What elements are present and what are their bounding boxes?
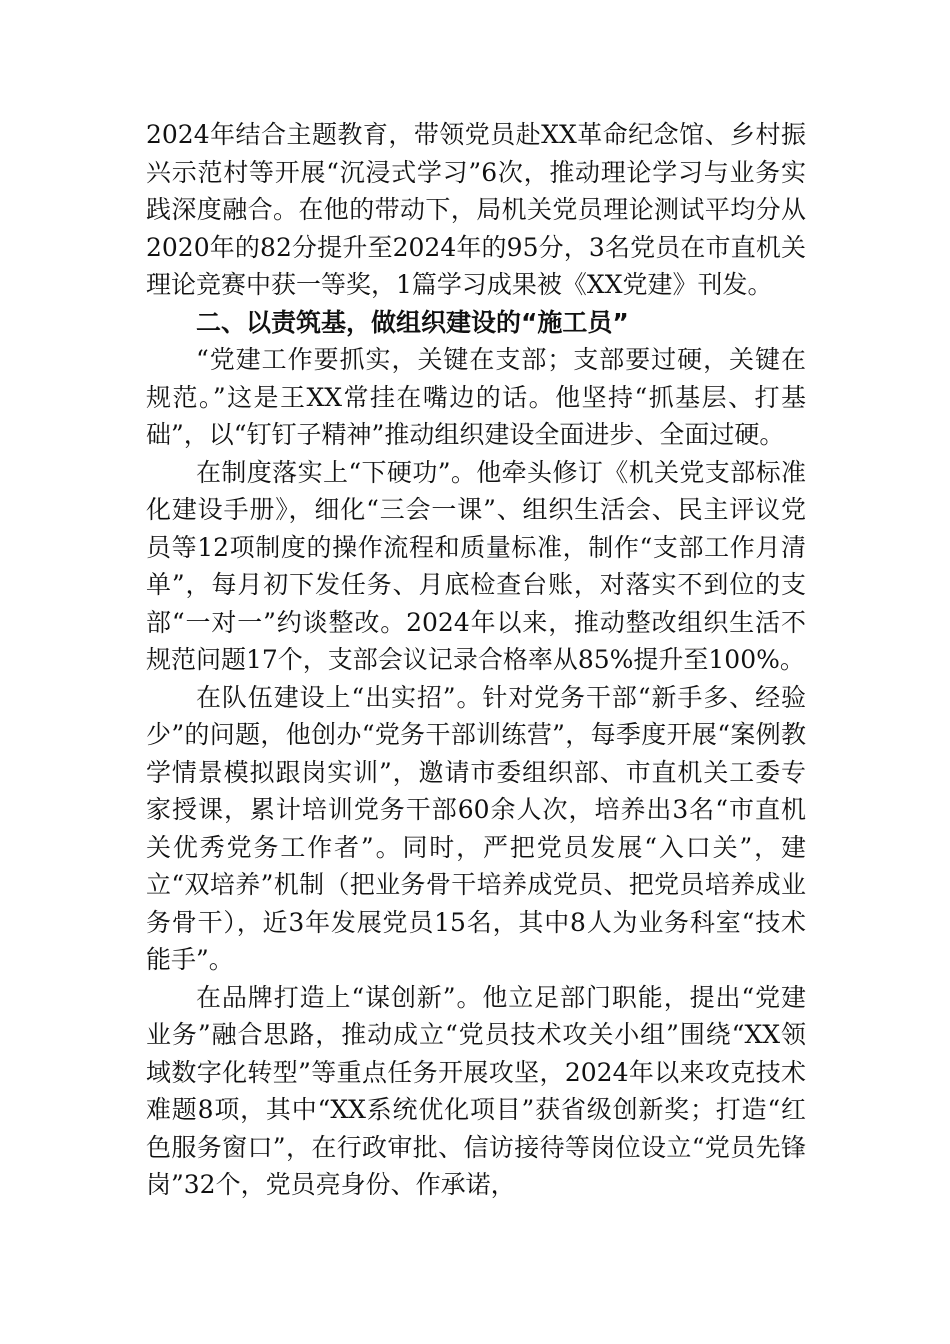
paragraph-system-implementation: 在制度落实上“下硬功”。他牵头修订《机关党支部标准化建设手册》，细化“三会一课”、组织生活会、民主评议党员等12项制度的操作流程和质量标准，制作“支部工作月清单”，每月初下发任务、月底检查台账，对落实不到位的支部“一对一”约谈整改。2024年以来，推动整改组织生活不规范问题17个，支部会议记录合格率从85%提升至100%。 bbox=[146, 457, 806, 674]
paragraph-theory-study-results: 2024年结合主题教育，带领党员赴XX革命纪念馆、乡村振兴示范村等开展“沉浸式学习”6次，推动理论学习与业务实践深度融合。在他的带动下，局机关党员理论测试平均分从2020年的82分提升至2024年的95分，3名党员在市直机关理论竞赛中获一等奖，1篇学习成果被《XX党建》刊发。 bbox=[146, 120, 806, 299]
document-body bbox=[146, 116, 806, 1204]
paragraph-brand-innovation: 在品牌打造上“谋创新”。他立足部门职能，提出“党建业务”融合思路，推动成立“党员技术攻关小组”围绕“XX领域数字化转型”等重点任务开展攻坚，2024年以来攻克技术难题8项，其中“XX系统优化项目”获省级创新奖；打造“红色服务窗口”，在行政审批、信访接待等岗位设立“党员先锋岗”32个，党员亮身份、作承诺， bbox=[146, 982, 806, 1199]
section-heading-organization-building: 二、以责筑基，做组织建设的“施工员” bbox=[196, 307, 629, 337]
paragraph-branch-standardization-quote: “党建工作要抓实，关键在支部；支部要过硬，关键在规范。”这是王XX常挂在嘴边的话。他坚持“抓基层、打基础”，以“钉钉子精神”推动组织建设全面进步、全面过硬。 bbox=[146, 345, 806, 449]
paragraph-team-building: 在队伍建设上“出实招”。针对党务干部“新手多、经验少”的问题，他创办“党务干部训练营”，每季度开展“案例教学情景模拟跟岗实训”，邀请市委组织部、市直机关工委专家授课，累计培训党务干部60余人次，培养出3名“市直机关优秀党务工作者”。同时，严把党员发展“入口关”，建立“双培养”机制（把业务骨干培养成党员、把党员培养成业务骨干），近3年发展党员15名，其中8人为业务科室“技术能手”。 bbox=[146, 682, 806, 974]
